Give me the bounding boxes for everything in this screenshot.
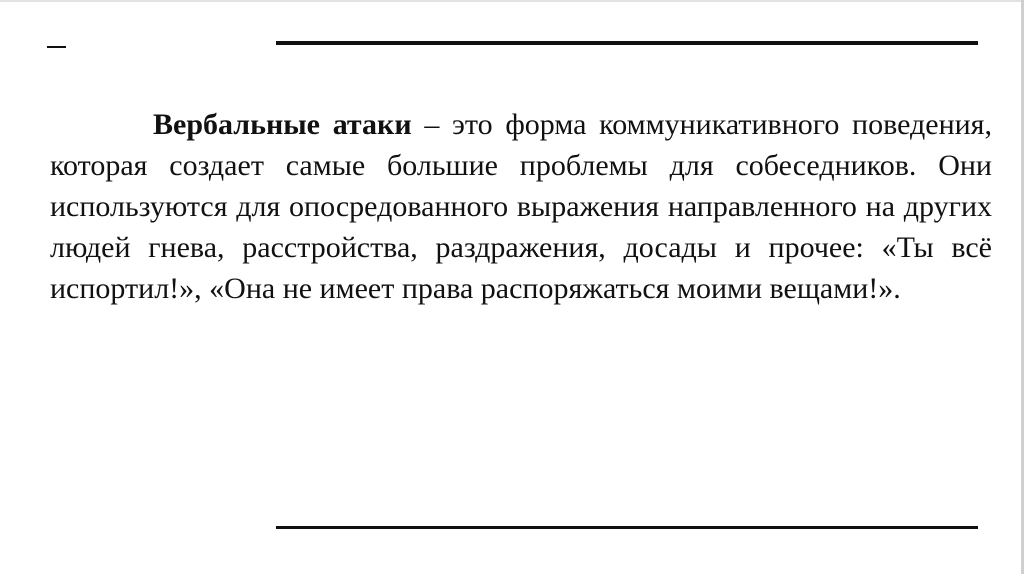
term-heading: Вербальные атаки (153, 108, 412, 141)
dash-mark (47, 46, 66, 48)
slide-top-edge (0, 0, 1024, 2)
bottom-horizontal-rule (276, 526, 978, 529)
top-horizontal-rule (276, 41, 978, 45)
definition-text: – это форма коммуникативного поведения, которая создает самые большие проблемы для собеседников. Они используются для опосредованного выражения направленного на других людей гнева, расстройства, раздражения, досады и прочее: «Ты всё испортил!», «Она не имеет права распоряжаться моими вещами!». (50, 108, 992, 305)
definition-paragraph (50, 104, 992, 309)
